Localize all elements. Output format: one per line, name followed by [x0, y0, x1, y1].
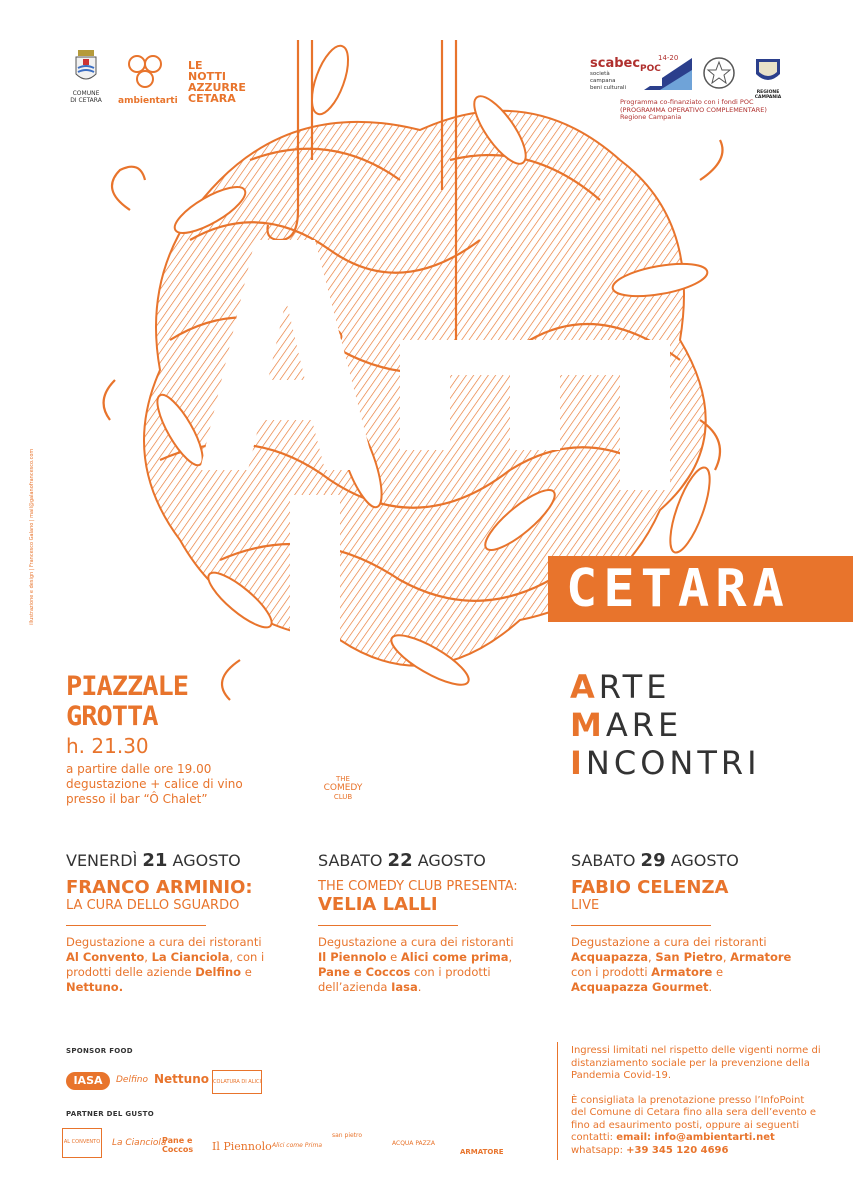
notes-block — [571, 1045, 831, 1157]
desc-line: Acquapazza, San Pietro, Armatore — [571, 950, 792, 964]
acronym-arte — [570, 668, 761, 706]
partner-al-convento — [62, 1128, 102, 1158]
event-time: h. 21.30 — [66, 734, 149, 758]
note-line: del Comune di Cetara fino alla sera dell’evento e — [571, 1107, 817, 1118]
event-title: FRANCO ARMINIO: — [66, 877, 253, 898]
acronym-initial-i: I — [570, 744, 586, 782]
detail-line-1: a partire dalle ore 19.00 — [66, 762, 212, 776]
notti-line-4: CETARA — [188, 92, 236, 105]
note-line: Pandemia Covid-19. — [571, 1070, 672, 1081]
acronym-block — [570, 668, 761, 782]
notti-line-1: LE — [188, 59, 203, 72]
partner-label-text: AL CONVENTO — [63, 1139, 101, 1145]
comedy-line-1: THE — [336, 775, 350, 783]
whatsapp-number[interactable]: +39 345 120 4696 — [626, 1144, 729, 1156]
notti-line-2: NOTTI — [188, 70, 226, 83]
partner-il-piennolo: Il Piennolo — [212, 1140, 272, 1153]
partner-la-cianciola: La Cianciola — [112, 1138, 167, 1148]
funding-note: Programma co-finanziato con i fondi POC (PROGRAMMA OPERATIVO COMPLEMENTARE) Regione Campania — [620, 98, 767, 121]
acronym-initial-a: A — [570, 668, 599, 706]
partner-acqua-pazza: ACQUA PAZZA — [392, 1140, 435, 1147]
note-line: È consigliata la prenotazione presso l’InfoPoint — [571, 1094, 805, 1106]
sponsor-nettuno: Nettuno — [154, 1072, 209, 1086]
note-line: Ingressi limitati nel rispetto delle vigenti norme di — [571, 1045, 821, 1056]
poc-label: POC — [640, 64, 661, 74]
ambientarti-label: ambientarti — [118, 96, 178, 106]
partner-armatore: ARMATORE — [460, 1148, 504, 1156]
comedy-line-2: COMEDY — [323, 783, 363, 793]
partner-san-pietro: san pietro — [332, 1132, 363, 1139]
regione-campania-logo — [748, 56, 788, 100]
acronym-rest-mare: ARE — [605, 706, 683, 744]
event-title: FABIO CELENZA — [571, 877, 729, 898]
detail-line-3: presso il bar “Ô Chalet” — [66, 792, 208, 806]
location-line-2: GROTTA — [66, 701, 158, 732]
sponsor-colatura — [212, 1070, 262, 1094]
comune-label: COMUNE DI CETARA — [70, 90, 102, 104]
illustration-credit: illustrazione e design | Francesco Galano | mail@galanofrancesco.com — [29, 448, 35, 625]
desc-line: dell’azienda Iasa. — [318, 980, 422, 994]
event-date: VENERDÌ 21 AGOSTO — [66, 850, 241, 871]
sponsor-iasa — [66, 1072, 110, 1090]
scabec-sub: società campana beni culturali — [590, 71, 627, 91]
note-line: distanziamento sociale per la prevenzione della — [571, 1057, 810, 1069]
event-description-1 — [66, 935, 306, 995]
event-divider-3 — [571, 925, 711, 926]
detail-line-2: degustazione + calice di vino — [66, 777, 243, 791]
notes-divider — [557, 1042, 558, 1160]
event-date: SABATO 22 AGOSTO — [318, 850, 486, 871]
desc-line: prodotti delle aziende Delfino e — [66, 965, 252, 979]
desc-line: Nettuno. — [66, 980, 124, 994]
event-divider-1 — [66, 925, 206, 926]
desc-line: con i prodotti Armatore e — [571, 965, 724, 979]
event-column-2 — [318, 850, 558, 915]
desc-line: Degustazione a cura dei ristoranti — [571, 935, 767, 949]
email-link[interactable]: info@ambientarti.net — [654, 1132, 775, 1143]
desc-line: Acquapazza Gourmet. — [571, 980, 713, 994]
note-contact-whatsapp: whatsapp: +39 345 120 4696 — [571, 1144, 729, 1156]
sponsor-colatura-label: COLATURA DI ALICI — [213, 1079, 261, 1085]
acronym-incontri — [570, 744, 761, 782]
event-description-2 — [318, 935, 558, 995]
comedy-club-logo — [318, 775, 368, 802]
event-date: SABATO 29 AGOSTO — [571, 850, 739, 871]
desc-line: Degustazione a cura dei ristoranti — [66, 935, 262, 949]
partner-label: PARTNER DEL GUSTO — [66, 1110, 155, 1118]
desc-line: Degustazione a cura dei ristoranti — [318, 935, 514, 949]
partner-pane-e-coccos: Pane e Coccos — [162, 1136, 194, 1154]
coat-of-arms-icon — [73, 48, 99, 88]
acronym-mare — [570, 706, 761, 744]
desc-line: Al Convento, La Cianciola, con i — [66, 950, 265, 964]
event-divider-2 — [318, 925, 458, 926]
sponsor-food-label: SPONSOR FOOD — [66, 1047, 133, 1055]
regione-badge-label: REGIONE CAMPANIA — [754, 90, 782, 100]
event-title: VELIA LALLI — [318, 894, 438, 915]
desc-line: Il Piennolo e Alici come prima, — [318, 950, 513, 964]
sponsor-iasa-label: IASA — [73, 1074, 103, 1087]
note-contact-email: contatti: email: info@ambientarti.net — [571, 1132, 775, 1143]
sponsor-delfino: Delfino — [116, 1075, 148, 1085]
notti-line-3: AZZURRE — [188, 81, 246, 94]
event-pre: THE COMEDY CLUB PRESENTA: — [318, 879, 518, 894]
acronym-rest-incontri: NCONTRI — [585, 744, 761, 782]
poc-years: 14-20 — [658, 54, 679, 62]
cetara-title: CETARA — [566, 559, 790, 619]
comedy-line-3: CLUB — [333, 793, 353, 801]
event-subtitle: LIVE — [571, 898, 600, 913]
acronym-rest-arte: RTE — [598, 668, 671, 706]
note-line: fino ad esaurimento posti, oppure ai seguenti — [571, 1119, 800, 1131]
scabec-label: scabec — [590, 56, 641, 71]
event-subtitle: LA CURA DELLO SGUARDO — [66, 898, 240, 913]
location-block — [66, 672, 306, 807]
event-column-3 — [571, 850, 821, 913]
partner-alici-come-prima: Alici come Prima — [272, 1142, 322, 1149]
desc-line: Pane e Coccos con i prodotti — [318, 965, 491, 979]
acronym-initial-m: M — [570, 706, 606, 744]
shield-icon — [753, 56, 783, 86]
location-line-1: PIAZZALE — [66, 671, 189, 702]
event-description-3 — [571, 935, 821, 995]
event-column-1 — [66, 850, 306, 913]
